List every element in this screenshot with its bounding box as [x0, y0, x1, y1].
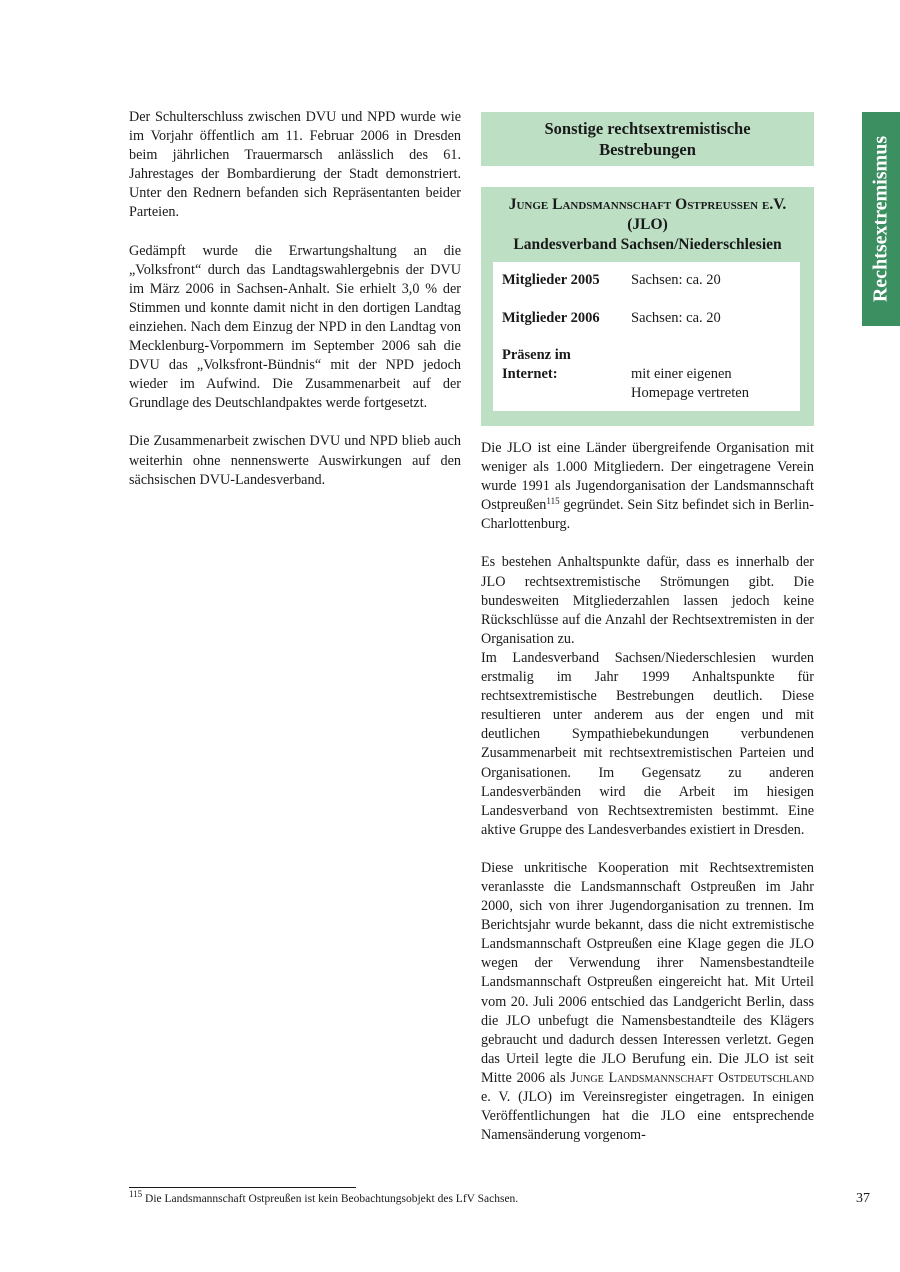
footnote-reference: 115 — [546, 496, 560, 507]
section-tab — [862, 112, 900, 326]
left-column — [129, 108, 461, 509]
left-paragraph-2: Gedämpft wurde die Erwartungshaltung an die „Volksfront“ durch das Landtagswahlergebnis der DVU im März 2006 in Sachsen-Anhalt. Sie erhielt 3,0 % der Stimmen und konnte damit nicht in den dortigen Landtag einziehen. Nach dem Einzug der NPD in den Landtag von Mecklenburg-Vorpommern im September 2006 sah die DVU das „Volksfront-Bündnis“ mit der NPD jedoch wieder im Aufwind. Die Zusammenarbeit auf der Grundlage des Deutschlandpaktes werde fortgesetzt. — [129, 242, 461, 412]
right-paragraph-4 — [481, 859, 814, 1145]
organization-name: Junge Landsmannschaft Ostpreußen e.V. — [508, 196, 787, 213]
right-paragraph-3: Im Landesverband Sachsen/Niederschlesien wurden erstmalig im Jahr 1999 Anhaltspunkte für rechtsextremistische Bestrebungen deutlich. Diese resultieren unter anderem aus der engen und mit deutlichen Sympathiebekundungen verbundenen Zusammenarbeit mit rechtsextremistischen Parteien und Organisationen. Im Gegensatz zu anderen Landesverbänden wird die Arbeit im hiesigen Landesverband von Rechtsextremisten bestimmt. Eine aktive Gruppe des Landesverbandes existiert in Dresden. — [481, 649, 814, 838]
internet-presence-label — [502, 346, 622, 384]
info-box-heading-line2: Bestrebungen — [599, 140, 696, 159]
footnote-rule — [129, 1187, 356, 1188]
members-2006-label: Mitglieder 2006 — [502, 310, 600, 326]
organization-title — [481, 187, 814, 255]
organization-info-box — [481, 187, 814, 426]
right-paragraph-2: Es bestehen Anhaltspunkte dafür, dass es innerhalb der JLO rechtsextremistische Strömungen gibt. Die bundesweiten Mitgliederzahlen lassen jedoch keine Rückschlüsse auf die Anzahl der Rechtsextremisten in der Organisation zu. — [481, 554, 814, 647]
new-organization-name: Junge Landsmannschaft Ostdeutschland — [570, 1069, 814, 1086]
footnote — [129, 1189, 519, 1206]
footnote-number: 115 — [129, 1189, 143, 1199]
footnote-text: Die Landsmannschaft Ostpreußen ist kein Beobachtungsobjekt des LfV Sachsen. — [145, 1193, 519, 1205]
right-paragraph-4-text: Diese unkritische Kooperation mit Rechtsextremisten veranlasste die Landsmannschaft Ostpreußen im Jahr 2000, sich von ihrer Jugendorganisation zu trennen. Im Berichtsjahr wurde bekannt, dass die nicht extremistische Landsmannschaft Ostpreußen eine Klage gegen die JLO wegen der Verwendung ihrer Namensbestandteile Landsmannschaft Ostpreußen eingereicht hat. Mit Urteil vom 20. Juli 2006 entschied das Landgericht Berlin, dass die JLO unbefugt die Namensbestandteile des Klägers gebraucht und dadurch dessen Interessen verletzt. Gegen das Urteil legte die JLO Berufung ein. Die JLO ist seit Mitte 2006 als — [481, 859, 814, 1086]
members-2005-value: Sachsen: ca. 20 — [631, 272, 721, 288]
page-number: 37 — [856, 1191, 870, 1206]
organization-branch: Landesverband Sachsen/Niederschlesien — [513, 236, 782, 253]
members-2006-value: Sachsen: ca. 20 — [631, 310, 721, 326]
section-tab-label: Rechtsextremismus — [869, 135, 892, 303]
left-paragraph-3: Die Zusammenarbeit zwischen DVU und NPD blieb auch weiterhin ohne nennenswerte Auswirkungen auf den sächsischen DVU-Landesverband. — [129, 433, 461, 488]
info-box-heading-line1: Sonstige rechtsextremistische — [544, 119, 751, 138]
right-paragraph-1-text-end: gegründet. Sein Sitz befindet sich in Berlin-Charlottenburg. — [481, 497, 814, 533]
right-paragraph-4-text-end: e. V. (JLO) im Vereinsregister eingetragen. In einigen Veröffentlichungen hat die JLO eine entsprechende Namensänderung vorgenom- — [481, 1089, 814, 1144]
internet-presence-label-line1: Präsenz im — [502, 347, 571, 363]
left-paragraph-1: Der Schulterschluss zwischen DVU und NPD wurde wie im Vorjahr öffentlich am 11. Februar 2006 in Dresden beim jährlichen Trauermarsch anlässlich des 61. Jahrestages der Bombardierung der Stadt demonstriert. Unter den Rednern befanden sich Repräsentanten beider Parteien. — [129, 109, 461, 221]
organization-abbreviation: (JLO) — [627, 216, 668, 233]
internet-presence-label-line2: Internet: — [502, 366, 558, 382]
internet-presence-value-line2: Homepage vertreten — [631, 385, 749, 401]
members-2005-label: Mitglieder 2005 — [502, 272, 600, 288]
right-column — [481, 439, 814, 1164]
right-paragraph-1-text: Die JLO ist eine Länder übergreifende Organisation mit weniger als 1.000 Mitgliedern. Der eingetragene Verein wurde 1991 als Jugendorganisation der Landsmannschaft Ostpreußen — [481, 440, 814, 514]
internet-presence-value-line1: mit einer eigenen — [631, 366, 732, 382]
internet-presence-value — [631, 365, 811, 403]
organization-facts-table — [493, 262, 800, 411]
right-paragraph-1 — [481, 439, 814, 534]
info-box-heading — [481, 112, 814, 166]
